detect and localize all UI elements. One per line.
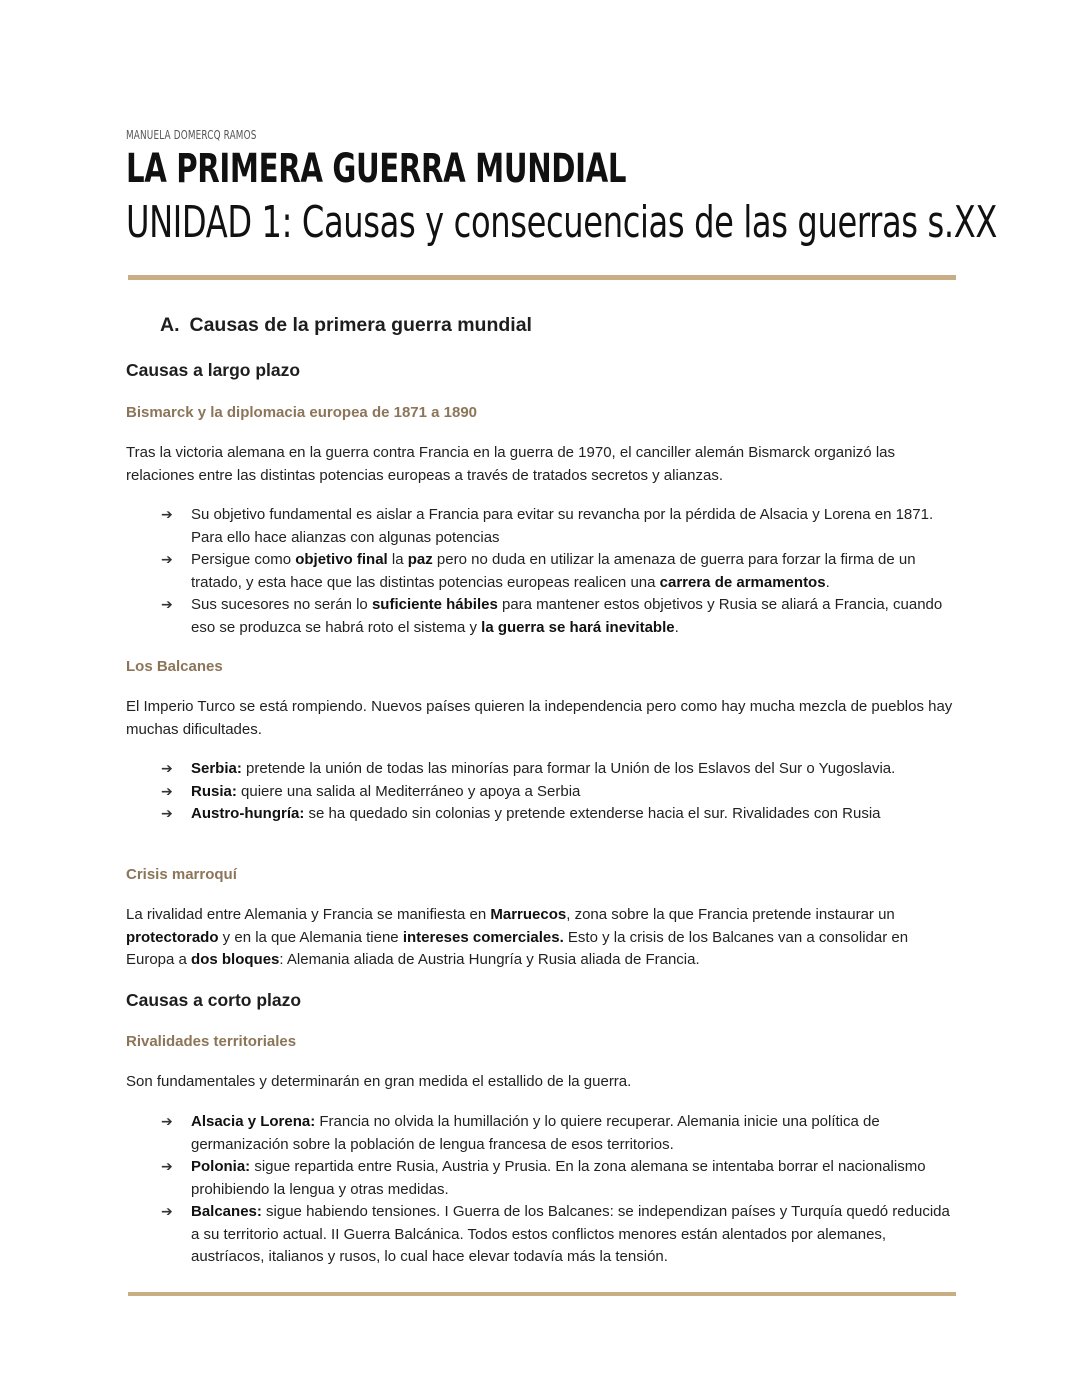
section-a-heading (160, 314, 532, 337)
arrow-bullet-icon: ➔ (161, 1114, 173, 1130)
arrow-bullet-icon: ➔ (161, 783, 173, 800)
balkans-heading: Los Balcanes (126, 658, 223, 675)
list-item: ➔ Sus sucesores no serán lo suficiente hábiles para mantener estos objetivos y Rusia se aliará a Francia, cuando eso se produzca se habrá roto el sistema y la guerra se hará inevitable. (161, 596, 943, 636)
list-item: ➔ Austro-hungría: se ha quedado sin colonias y pretende extenderse hacia el sur. Rivalidades con Rusia (126, 803, 956, 826)
arrow-bullet-icon: ➔ (161, 1159, 173, 1175)
list-item: ➔ Polonia: sigue repartida entre Rusia, Austria y Prusia. En la zona alemana se intentaba borrar el nacionalismo prohibiendo la lengua y otras medidas. (161, 1158, 926, 1198)
long-term-heading: Causas a largo plazo (126, 360, 301, 380)
list-item: ➔ Rusia: quiere una salida al Mediterráneo y apoya a Serbia (126, 781, 956, 804)
arrow-bullet-icon: ➔ (161, 597, 173, 613)
section-title: Causas de la primera guerra mundial (189, 314, 532, 336)
territorial-list (126, 1111, 956, 1269)
arrow-bullet-icon: ➔ (161, 552, 173, 568)
header-divider (128, 275, 956, 280)
list-item: ➔ Serbia: pretende la unión de todas las minorías para formar la Unión de los Eslavos del Sur o Yugoslavia. (126, 758, 956, 781)
footer-divider (128, 1292, 956, 1296)
list-item: ➔ Persigue como objetivo final la paz pero no duda en utilizar la amenaza de guerra para forzar la firma de un tratado, y esta hace que las distintas potencias europeas realicen una carrera de armamentos. (161, 551, 916, 591)
territorial-intro: Son fundamentales y determinarán en gran medida el estallido de la guerra. (126, 1073, 632, 1090)
bismarck-list (126, 504, 956, 639)
bismarck-heading: Bismarck y la diplomacia europea de 1871 a 1890 (126, 404, 478, 421)
bismarck-intro: Tras la victoria alemana en la guerra contra Francia en la guerra de 1970, el canciller alemán Bismarck organizó las relaciones entre las distintas potencias europeas a través de tratados secretos y alianzas. (126, 444, 895, 484)
section-letter: A. (160, 314, 180, 336)
short-term-heading: Causas a corto plazo (126, 990, 302, 1010)
balkans-list (126, 758, 956, 826)
territorial-heading: Rivalidades territoriales (126, 1033, 297, 1050)
balkans-intro: El Imperio Turco se está rompiendo. Nuevos países quieren la independencia pero como hay mucha mezcla de pueblos hay muchas dificultades. (126, 698, 953, 738)
author-name: MANUELA DOMERCQ RAMOS (126, 128, 257, 142)
morocco-heading: Crisis marroquí (126, 866, 237, 883)
arrow-bullet-icon: ➔ (161, 507, 173, 523)
list-item: ➔ Alsacia y Lorena: Francia no olvida la humillación y lo quiere recuperar. Alemania inicie una política de germanización sobre la población de lengua francesa de esos territorios. (161, 1113, 880, 1153)
arrow-bullet-icon: ➔ (161, 761, 173, 777)
arrow-bullet-icon: ➔ (161, 1204, 173, 1220)
page-subtitle: UNIDAD 1: Causas y consecuencias de las guerras s.XX (126, 197, 997, 248)
list-item: ➔ Balcanes: sigue habiendo tensiones. I Guerra de los Balcanes: se independizan países y Turquía quedó reducida a su territorio actual. II Guerra Balcánica. Todos estos conflictos menores están alentados por alemanes, austríacos, italianos y rusos, lo cual hace elevar todavía más la tensión. (161, 1203, 950, 1265)
morocco-paragraph: La rivalidad entre Alemania y Francia se manifiesta en Marruecos, zona sobre la que Francia pretende instaurar un protectorado y en la que Alemania tiene intereses comerciales. Esto y la crisis de los Balcanes van a consolidar en Europa a dos bloques: Alemania aliada de Austria Hungría y Rusia aliada de Francia. (126, 906, 909, 968)
page-title: LA PRIMERA GUERRA MUNDIAL (126, 146, 627, 192)
arrow-bullet-icon: ➔ (161, 806, 173, 822)
list-item: ➔ Su objetivo fundamental es aislar a Francia para evitar su revancha por la pérdida de Alsacia y Lorena en 1871. Para ello hace alianzas con algunas potencias (161, 506, 934, 546)
